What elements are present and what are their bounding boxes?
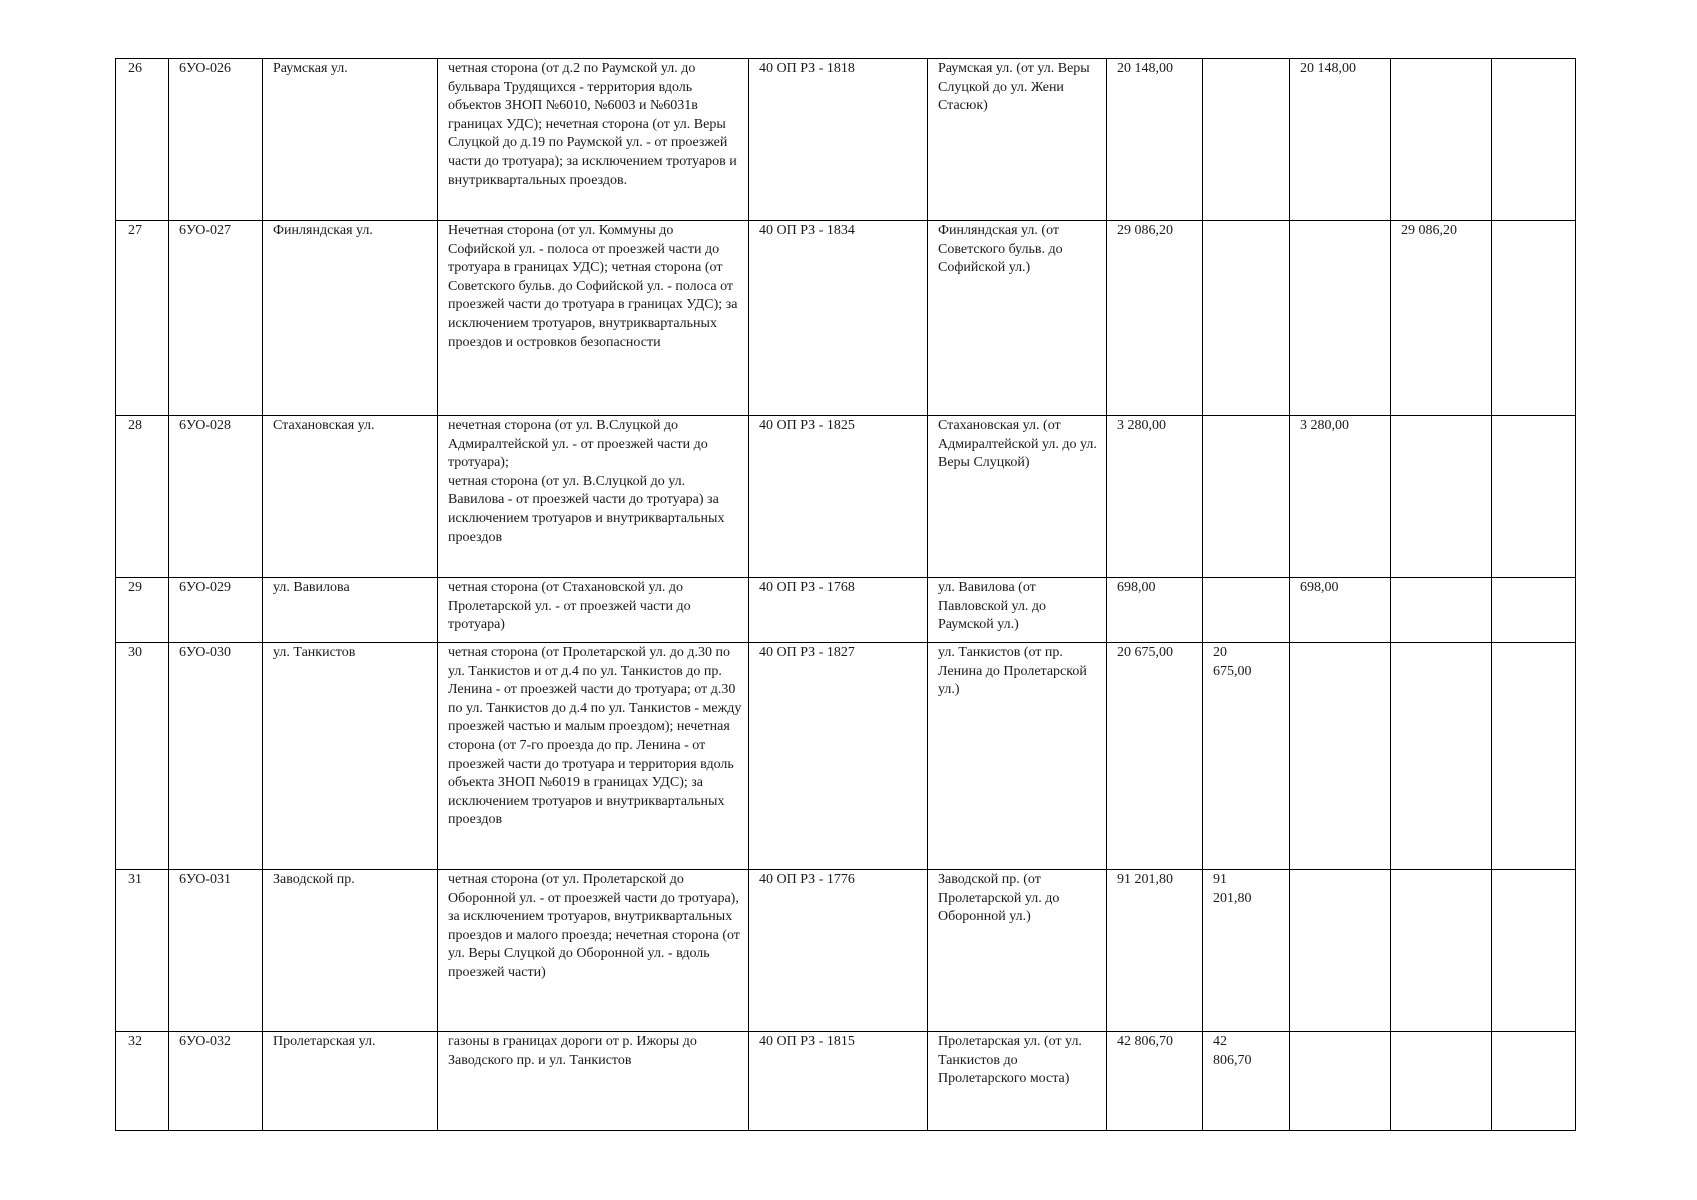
road-section: ул. Вавилова (от Павловской ул. до Раумской ул.) <box>928 578 1107 643</box>
area-col-d <box>1492 643 1576 870</box>
road-id: 40 ОП РЗ - 1834 <box>749 221 928 416</box>
area-total: 20 148,00 <box>1107 59 1203 221</box>
road-section: Раумская ул. (от ул. Веры Слуцкой до ул. Жени Стасюк) <box>928 59 1107 221</box>
area-col-d <box>1492 59 1576 221</box>
object-code: 6УО-030 <box>169 643 263 870</box>
road-section: Заводской пр. (от Пролетарской ул. до Оборонной ул.) <box>928 870 1107 1032</box>
row-number: 28 <box>116 416 169 578</box>
road-section: ул. Танкистов (от пр. Ленина до Пролетарской ул.) <box>928 643 1107 870</box>
area-col-d <box>1492 578 1576 643</box>
area-col-a <box>1203 221 1290 416</box>
area-total: 3 280,00 <box>1107 416 1203 578</box>
row-number: 30 <box>116 643 169 870</box>
street-name: Стахановская ул. <box>263 416 438 578</box>
area-description: нечетная сторона (от ул. В.Слуцкой до Адмиралтейской ул. - от проезжей части до тротуара); четная сторона (от ул. В.Слуцкой до ул. Вавилова - от проезжей части до тротуара) за исключением тротуаров и внутриквартальных проездов <box>438 416 749 578</box>
object-code: 6УО-029 <box>169 578 263 643</box>
area-description: газоны в границах дороги от р. Ижоры до Заводского пр. и ул. Танкистов <box>438 1032 749 1131</box>
area-col-a: 20 675,00 <box>1203 643 1290 870</box>
object-code: 6УО-026 <box>169 59 263 221</box>
table-row <box>116 643 1576 870</box>
area-col-c <box>1391 870 1492 1032</box>
area-col-a <box>1203 416 1290 578</box>
area-description: четная сторона (от Стахановской ул. до Пролетарской ул. - от проезжей части до тротуара) <box>438 578 749 643</box>
area-col-a: 42 806,70 <box>1203 1032 1290 1131</box>
row-number: 26 <box>116 59 169 221</box>
street-name: Пролетарская ул. <box>263 1032 438 1131</box>
area-description: четная сторона (от д.2 по Раумской ул. до бульвара Трудящихся - территория вдоль объектов ЗНОП №6010, №6003 и №6031в границах УДС); нечетная сторона (от ул. Веры Слуцкой до д.19 по Раумской ул. - от проезжей части до тротуара); за исключением тротуаров и внутриквартальных проездов. <box>438 59 749 221</box>
area-total: 42 806,70 <box>1107 1032 1203 1131</box>
street-name: ул. Вавилова <box>263 578 438 643</box>
road-section: Стахановская ул. (от Адмиралтейской ул. до ул. Веры Слуцкой) <box>928 416 1107 578</box>
area-col-a <box>1203 59 1290 221</box>
area-total: 20 675,00 <box>1107 643 1203 870</box>
area-col-d <box>1492 221 1576 416</box>
area-description: четная сторона (от Пролетарской ул. до д.30 по ул. Танкистов и от д.4 по ул. Танкистов до пр. Ленина - от проезжей части до тротуара; от д.30 по ул. Танкистов до д.4 по ул. Танкистов - между проезжей частью и малым проездом); нечетная сторона (от 7-го проезда до пр. Ленина - от проезжей части до тротуара и территория вдоль объекта ЗНОП №6019 в границах УДС); за исключением тротуаров и внутриквартальных проездов <box>438 643 749 870</box>
area-total: 698,00 <box>1107 578 1203 643</box>
row-number: 27 <box>116 221 169 416</box>
road-section: Пролетарская ул. (от ул. Танкистов до Пролетарского моста) <box>928 1032 1107 1131</box>
table-row <box>116 1032 1576 1131</box>
road-id: 40 ОП РЗ - 1815 <box>749 1032 928 1131</box>
area-col-c <box>1391 59 1492 221</box>
object-code: 6УО-032 <box>169 1032 263 1131</box>
street-name: ул. Танкистов <box>263 643 438 870</box>
table-row <box>116 221 1576 416</box>
area-col-b <box>1290 870 1391 1032</box>
area-col-b: 20 148,00 <box>1290 59 1391 221</box>
table-row <box>116 416 1576 578</box>
road-section: Финляндская ул. (от Советского бульв. до Софийской ул.) <box>928 221 1107 416</box>
document-page <box>115 58 1576 1131</box>
row-number: 29 <box>116 578 169 643</box>
area-col-d <box>1492 416 1576 578</box>
road-id: 40 ОП РЗ - 1768 <box>749 578 928 643</box>
street-name: Раумская ул. <box>263 59 438 221</box>
area-col-d <box>1492 870 1576 1032</box>
area-col-a: 91 201,80 <box>1203 870 1290 1032</box>
area-col-a <box>1203 578 1290 643</box>
table-row <box>116 578 1576 643</box>
area-col-c <box>1391 643 1492 870</box>
object-code: 6УО-028 <box>169 416 263 578</box>
area-total: 91 201,80 <box>1107 870 1203 1032</box>
street-name: Финляндская ул. <box>263 221 438 416</box>
area-col-b: 698,00 <box>1290 578 1391 643</box>
table-row <box>116 59 1576 221</box>
green-areas-table <box>115 58 1576 1131</box>
road-id: 40 ОП РЗ - 1827 <box>749 643 928 870</box>
area-col-c: 29 086,20 <box>1391 221 1492 416</box>
road-id: 40 ОП РЗ - 1776 <box>749 870 928 1032</box>
area-col-c <box>1391 416 1492 578</box>
area-col-c <box>1391 1032 1492 1131</box>
area-total: 29 086,20 <box>1107 221 1203 416</box>
area-col-b <box>1290 221 1391 416</box>
row-number: 31 <box>116 870 169 1032</box>
table-row <box>116 870 1576 1032</box>
row-number: 32 <box>116 1032 169 1131</box>
area-col-b <box>1290 643 1391 870</box>
street-name: Заводской пр. <box>263 870 438 1032</box>
area-col-b <box>1290 1032 1391 1131</box>
object-code: 6УО-031 <box>169 870 263 1032</box>
road-id: 40 ОП РЗ - 1825 <box>749 416 928 578</box>
area-description: Нечетная сторона (от ул. Коммуны до Софийской ул. - полоса от проезжей части до тротуара в границах УДС); четная сторона (от Советского бульв. до Софийской ул. - полоса от проезжей части до тротуара в границах УДС); за исключением тротуаров, внутриквартальных проездов и островков безопасности <box>438 221 749 416</box>
object-code: 6УО-027 <box>169 221 263 416</box>
area-col-d <box>1492 1032 1576 1131</box>
area-col-b: 3 280,00 <box>1290 416 1391 578</box>
road-id: 40 ОП РЗ - 1818 <box>749 59 928 221</box>
area-description: четная сторона (от ул. Пролетарской до Оборонной ул. - от проезжей части до тротуара), за исключением тротуаров, внутриквартальных проездов и малого проезда; нечетная сторона (от ул. Веры Слуцкой до Оборонной ул. - вдоль проезжей части) <box>438 870 749 1032</box>
area-col-c <box>1391 578 1492 643</box>
